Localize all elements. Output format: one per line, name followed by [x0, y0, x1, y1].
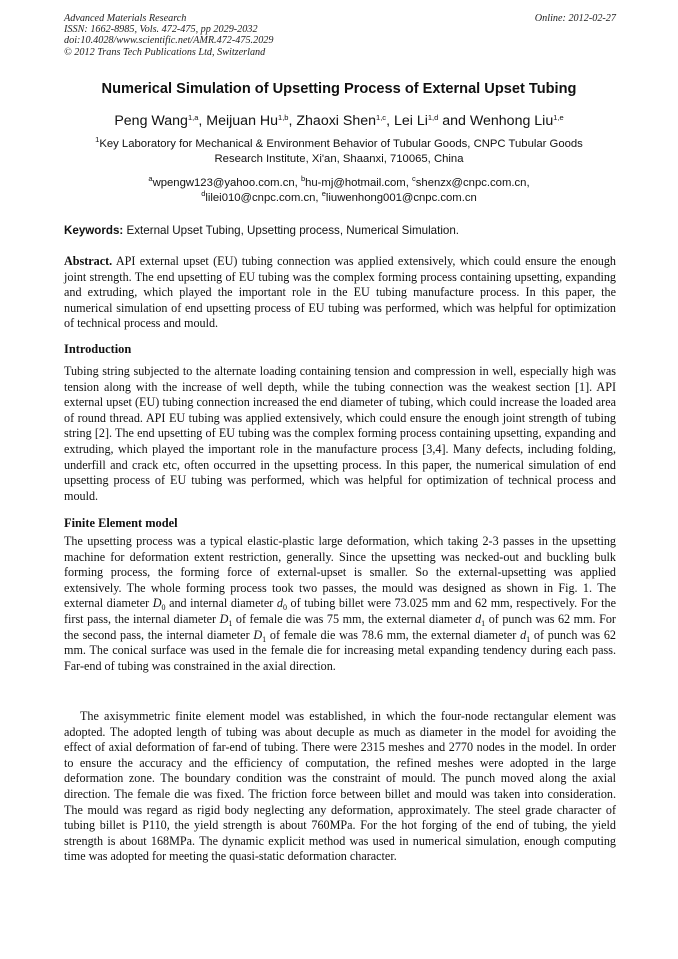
symbol-letter: D: [219, 611, 229, 626]
email-mark: d: [201, 188, 206, 198]
author-name: Lei Li: [393, 113, 428, 129]
symbol-subscript: 1: [481, 618, 486, 628]
symbol-subscript: 1: [262, 634, 267, 644]
symbol-d0: [276, 596, 287, 613]
symbol-subscript: 0: [161, 603, 166, 613]
symbol-letter: D: [152, 596, 162, 611]
symbol-subscript: 1: [228, 618, 233, 628]
journal-name: Advanced Materials Research: [64, 13, 187, 24]
running-header: [64, 13, 616, 58]
fem-text: of tubing billet were 73.025 mm and 62 mm, respectively. For the first pass, the internal diameter: [64, 596, 616, 626]
affiliation-line-1: Key Laboratory for Mechanical & Environment Behavior of Tubular Goods, CNPC Tubular Goods: [99, 138, 583, 150]
author-name: Peng Wang: [114, 113, 188, 129]
affiliation: [62, 137, 616, 168]
symbol-letter: d: [475, 611, 482, 626]
symbol-subscript: 1: [526, 634, 531, 644]
email-mark: b: [300, 174, 306, 183]
email-mark: c: [412, 174, 416, 183]
symbol-letter: d: [520, 627, 527, 642]
email-address[interactable]: liuwenhong001@cnpc.com.cn: [325, 191, 477, 204]
fem-heading: Finite Element model: [64, 516, 178, 530]
email-address[interactable]: lilei010@cnpc.com.cn,: [205, 191, 319, 204]
affiliation-line-2: Research Institute, Xi'an, Shaanxi, 710065, China: [214, 153, 464, 166]
fem-text: The upsetting process was a typical elastic-plastic large deformation, which taking 2-3 passes in the upsetting machine for deformation extent restriction, generally. Since the upsetting was necked-out and buckling bulk forming process, the forming force of external-upset is smaller. So the external-upsetting was applied extensively. The whole forming process took two passes, the mould was designed as shown in Fig. 1. The external diameter: [64, 534, 616, 611]
fem-text: of punch was 62 mm. For the second pass, the internal diameter: [64, 611, 616, 642]
keywords-label: Keywords:: [64, 224, 124, 237]
author-affil-mark: 1,c: [376, 113, 387, 122]
introduction-text: Tubing string subjected to the alternate loading containing tension and compression in well, especially high was tension along with the increase of well depth, while the tubing connection was the weakest section [1]. API external upset (EU) tubing connection increased the end diameter of tubing, which could increase the loaded area of round thread. API EU tubing was applied extensively, which could ensure the enough joint strength of tubing string [2]. The end upsetting of EU tubing was the complex forming process containing upsetting, expanding and extruding, which played the important role in the manufacture process [3,4]. Many defects, including folding, underfill and crack etc, often occurred in the upsetting process. In this paper, the numerical simulation of end upsetting process of EU tubing was performed, which was helpful for optimization of technical process and mould.: [64, 364, 616, 503]
fem-text: of punch was 62 mm. The conical surface was used in the female die for increasing metal expanding tendency during each pass. Far-end of tubing was constrained in the axial direction.: [64, 627, 616, 673]
symbol-d1: [475, 612, 485, 626]
introduction-heading: Introduction: [64, 342, 132, 356]
issn-line: ISSN: 1662-8985, Vols. 472-475, pp 2029-2032: [64, 24, 258, 36]
author-name: Meijuan Hu: [206, 113, 279, 129]
abstract-label: Abstract.: [64, 254, 113, 268]
fem-paragraph-1: [64, 534, 616, 674]
email-mark: e: [321, 188, 326, 198]
online-date: Online: 2012-02-27: [534, 13, 616, 24]
email-address[interactable]: wpengw123@yahoo.com.cn,: [152, 177, 298, 189]
author-name: Zhaoxi Shen: [296, 113, 377, 129]
email-mark: a: [148, 174, 153, 183]
keywords-text: External Upset Tubing, Upsetting process, Numerical Simulation.: [126, 224, 460, 237]
author-name: Wenhong Liu: [469, 113, 554, 129]
symbol-D0: [152, 596, 166, 613]
symbol-subscript: 0: [282, 603, 287, 613]
symbol-D1: [253, 628, 266, 642]
keywords: [64, 224, 616, 237]
symbol-letter: D: [253, 627, 263, 642]
symbol-d1: [520, 628, 530, 642]
author-affil-mark: 1,a: [187, 113, 199, 122]
fem-text: of female die was 78.6 mm, the external diameter: [269, 627, 517, 642]
doi-line[interactable]: doi:10.4028/www.scientific.net/AMR.472-475.2029: [64, 35, 274, 47]
email-address[interactable]: shenzx@cnpc.com.cn,: [415, 177, 530, 189]
abstract: [64, 254, 616, 332]
symbol-letter: d: [276, 596, 283, 611]
email-list: [62, 176, 616, 206]
fem-paragraph-2: The axisymmetric finite element model was established, in which the four-node rectangular element was adopted. The adopted length of tubing was about decuple as much as diameter in the model for avoiding the effect of axial deformation of far-end of tubing. There were 2315 meshes and 2770 nodes in the model. In order to ensure the accuracy and the efficiency of computation, the refined meshes were adopted in the large deformation zone. The boundary condition was the constraint of mould. The punch moved along the axial direction. The female die was fixed. The friction force between billet and mould was taken into consideration. The mould was regard as rigid body neglecting any deformation, approximately. The steel grade character of tubing billet is P110, the yield strength is about 760MPa. For the hot forging of the end of tubing, the yield strength is about 168MPa. The dynamic explicit method was used in numerical simulation, enough computing time was adopted for meeting the quasi-static deformation character.: [64, 709, 616, 864]
author-affil-mark: 1,e: [553, 113, 564, 122]
affiliation-mark: 1: [95, 135, 100, 144]
abstract-text: API external upset (EU) tubing connection was applied extensively, which could ensure the enough joint strength. The end upsetting of EU tubing was the complex forming process containing upsetting, expanding and extruding, which played the important role in the EU tubing manufacture process. In this paper, the numerical simulation of end upsetting process of EU tubing was performed, which was helpful for optimization of technical process and mould.: [64, 254, 616, 331]
fem-text: and internal diameter: [169, 596, 274, 611]
symbol-D1: [220, 612, 233, 626]
author-affil-mark: 1,d: [427, 113, 439, 122]
fem-text: of female die was 75 mm, the external diameter: [235, 611, 472, 626]
author-affil-mark: 1,b: [278, 113, 289, 122]
paper-title: Numerical Simulation of Upsetting Process of External Upset Tubing: [101, 81, 577, 97]
author-list: Peng Wang$^{1,a}$, Meijuan Hu$^{1,b}$, Zhaoxi Shen$^{1,c}$, Lei Li$^{1,d}$ and Wenhong Liu$^{1,e}$: [114, 113, 564, 129]
email-address[interactable]: hu-mj@hotmail.com,: [305, 177, 409, 189]
copyright-line: © 2012 Trans Tech Publications Ltd, Switzerland: [64, 46, 266, 58]
